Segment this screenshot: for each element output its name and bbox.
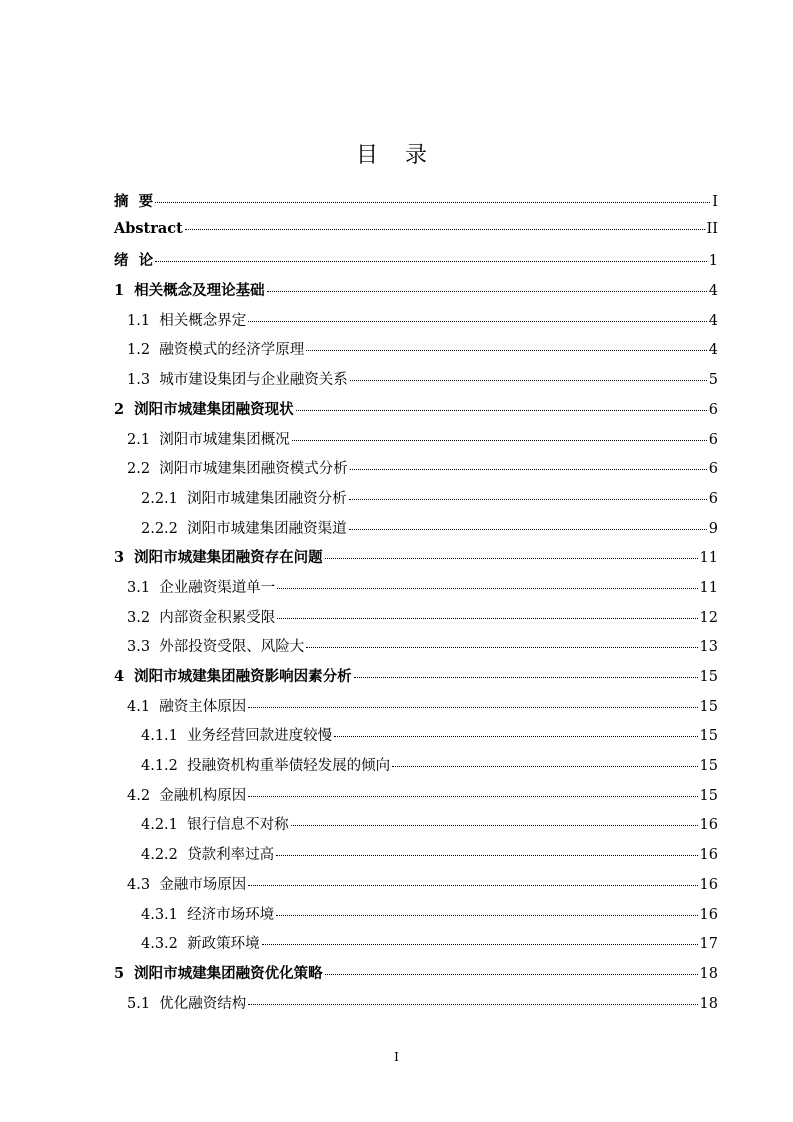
toc-entry-page: 16 [699, 906, 718, 923]
toc-entry[interactable] [114, 665, 718, 695]
toc-entry-page: 16 [699, 847, 718, 864]
toc-entry-label: 4.2.1 银行信息不对称 [141, 817, 289, 834]
toc-entry-label: 2.2 浏阳市城建集团融资模式分析 [127, 461, 348, 478]
toc-entry[interactable] [114, 873, 718, 903]
toc-entry-page: 16 [699, 876, 718, 893]
toc-entry-page: 18 [699, 995, 718, 1012]
dot-leader [291, 825, 698, 826]
toc-entry[interactable] [114, 992, 718, 1022]
toc-entry[interactable] [114, 695, 718, 725]
toc-entry-label: 1 相关概念及理论基础 [114, 282, 265, 300]
toc-entry[interactable] [114, 338, 718, 368]
dot-leader [349, 499, 707, 500]
toc-entry-page: 1 [708, 253, 718, 270]
toc-entry-label: 4.1.2 投融资机构重举债轻发展的倾向 [141, 758, 391, 775]
toc-entry-label: 5.1 优化融资结构 [127, 995, 247, 1012]
toc-entry-page: 4 [708, 312, 718, 329]
toc-entry-label: 4.2 金融机构原因 [127, 787, 247, 804]
dot-leader [248, 796, 697, 797]
toc-entry-label: 4.3 金融市场原因 [127, 876, 247, 893]
dot-leader [267, 291, 707, 292]
dot-leader [350, 380, 707, 381]
toc-entry[interactable] [114, 635, 718, 665]
toc-entry-label: 1.1 相关概念界定 [127, 312, 247, 329]
dot-leader [248, 707, 697, 708]
toc-entry[interactable] [114, 932, 718, 962]
toc-entry-label: 1.2 融资模式的经济学原理 [127, 342, 305, 359]
toc-entry[interactable] [114, 517, 718, 547]
toc-entry-page: 15 [699, 728, 718, 745]
toc-entry-page: 11 [699, 550, 718, 567]
toc-entry[interactable] [114, 962, 718, 992]
toc-entry-label: 1.3 城市建设集团与企业融资关系 [127, 372, 348, 389]
toc-entry-page: II [706, 220, 718, 237]
toc-entry-label: 2.2.2 浏阳市城建集团融资渠道 [141, 520, 347, 537]
toc-entry-label: 4.1 融资主体原因 [127, 698, 247, 715]
dot-leader [325, 974, 698, 975]
dot-leader [354, 677, 698, 678]
toc-entry[interactable] [114, 903, 718, 933]
toc-entry-page: 11 [699, 579, 718, 596]
dot-leader [155, 261, 707, 262]
dot-leader [276, 915, 697, 916]
toc-entry-label: 3.3 外部投资受限、风险大 [127, 639, 305, 656]
toc-entry-page: 17 [699, 936, 718, 953]
dot-leader [277, 588, 697, 589]
toc-entry[interactable] [114, 724, 718, 754]
toc-entry[interactable] [114, 754, 718, 784]
toc-entry[interactable] [114, 457, 718, 487]
dot-leader [296, 410, 707, 411]
page-title: 目 录 [356, 143, 437, 168]
toc-entry-page: 13 [699, 639, 718, 656]
toc-entry-page: 15 [699, 758, 718, 775]
toc-entry-page: 6 [708, 490, 718, 507]
toc-entry-page: 6 [708, 461, 718, 478]
toc-entry-label: 2 浏阳市城建集团融资现状 [114, 400, 294, 418]
dot-leader [155, 202, 710, 203]
toc-entry-page: 15 [699, 698, 718, 715]
toc-entry-label: 2.2.1 浏阳市城建集团融资分析 [141, 490, 347, 507]
dot-leader [349, 529, 707, 530]
toc-entry[interactable] [114, 428, 718, 458]
dot-leader [248, 1004, 697, 1005]
toc-entry-page: 4 [708, 283, 718, 300]
toc-entry[interactable] [114, 843, 718, 873]
toc-entry[interactable] [114, 546, 718, 576]
toc-entry-page: 5 [708, 372, 718, 389]
table-of-contents [114, 190, 718, 1021]
toc-entry-page: 9 [708, 520, 718, 537]
toc-entry-label: 4.2.2 贷款利率过高 [141, 847, 275, 864]
toc-entry[interactable] [114, 398, 718, 428]
dot-leader [306, 350, 706, 351]
toc-entry-page: 16 [699, 817, 718, 834]
toc-entry[interactable] [114, 606, 718, 636]
toc-entry-page: 15 [699, 669, 718, 685]
dot-leader [350, 469, 707, 470]
dot-leader [248, 885, 697, 886]
dot-leader [262, 944, 698, 945]
toc-entry-label: 4 浏阳市城建集团融资影响因素分析 [114, 668, 352, 685]
toc-entry-label: 3.2 内部资金积累受限 [127, 609, 276, 626]
dot-leader [185, 229, 705, 230]
toc-entry-label: Abstract [114, 219, 183, 237]
dot-leader [392, 766, 697, 767]
dot-leader [325, 558, 698, 559]
toc-entry[interactable] [114, 220, 718, 250]
dot-leader [277, 618, 697, 619]
toc-entry[interactable] [114, 190, 718, 220]
toc-entry[interactable] [114, 279, 718, 309]
toc-entry-label: 4.1.1 业务经营回款进度较慢 [141, 728, 333, 745]
toc-entry-label: 绪 论 [114, 252, 154, 270]
toc-entry-label: 3.1 企业融资渠道单一 [127, 579, 276, 596]
toc-entry[interactable] [114, 576, 718, 606]
toc-entry[interactable] [114, 309, 718, 339]
toc-entry-page: 4 [708, 342, 718, 359]
toc-entry[interactable] [114, 249, 718, 279]
toc-entry[interactable] [114, 813, 718, 843]
dot-leader [292, 440, 707, 441]
toc-entry-label: 3 浏阳市城建集团融资存在问题 [114, 549, 323, 567]
dot-leader [248, 321, 706, 322]
toc-entry-page: I [712, 194, 718, 210]
toc-entry-label: 4.3.2 新政策环境 [141, 936, 260, 953]
toc-entry-page: 18 [699, 965, 718, 982]
toc-entry[interactable] [114, 784, 718, 814]
toc-entry-page: 6 [708, 431, 718, 448]
dot-leader [276, 855, 697, 856]
page-number: I [394, 1050, 399, 1064]
toc-entry-label: 摘 要 [114, 193, 154, 210]
toc-entry[interactable] [114, 487, 718, 517]
dot-leader [334, 736, 697, 737]
toc-entry-page: 12 [699, 609, 718, 626]
toc-entry-page: 6 [708, 401, 718, 418]
toc-entry[interactable] [114, 368, 718, 398]
dot-leader [306, 647, 697, 648]
toc-entry-label: 5 浏阳市城建集团融资优化策略 [114, 964, 323, 982]
toc-entry-page: 15 [699, 787, 718, 804]
toc-entry-label: 2.1 浏阳市城建集团概况 [127, 431, 290, 448]
toc-entry-label: 4.3.1 经济市场环境 [141, 906, 275, 923]
